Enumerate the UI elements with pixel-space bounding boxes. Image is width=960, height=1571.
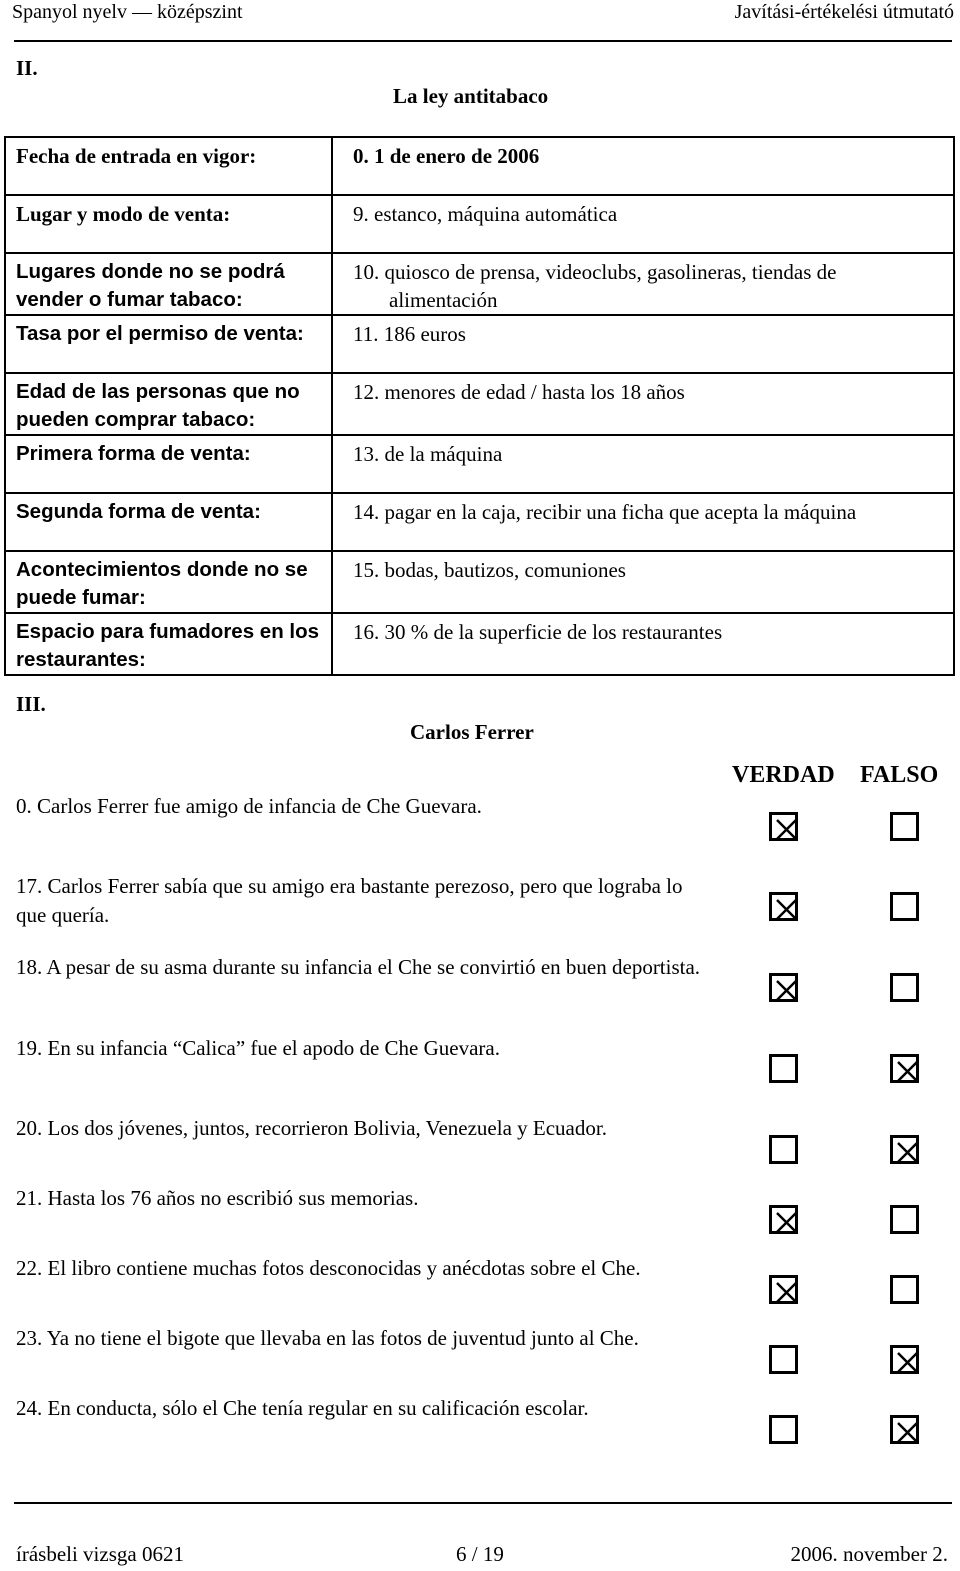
footer-rule <box>14 1502 952 1504</box>
row-label: Lugares donde no se podrá vender o fumar tabaco: <box>5 253 332 315</box>
row-answer <box>332 613 954 675</box>
column-header-false: FALSO <box>860 762 939 788</box>
row-label: Segunda forma de venta: <box>5 493 332 551</box>
false-checkbox[interactable] <box>890 812 919 841</box>
table-row <box>5 435 954 493</box>
row-answer <box>332 195 954 253</box>
true-checkbox-checked[interactable] <box>769 973 798 1002</box>
footer-date: 2006. november 2. <box>790 1542 948 1566</box>
statement: 24. En conducta, sólo el Che tenía regular en su calificación escolar. <box>16 1396 589 1420</box>
true-checkbox[interactable] <box>769 1415 798 1444</box>
answer-example: 0. 1 de enero de 2006 <box>353 144 540 168</box>
row-label: Espacio para fumadores en los restaurantes: <box>5 613 332 675</box>
section-number: III. <box>16 692 46 716</box>
row-label: Fecha de entrada en vigor: <box>5 137 332 195</box>
statement: 20. Los dos jóvenes, juntos, recorrieron Bolivia, Venezuela y Ecuador. <box>16 1116 607 1140</box>
true-checkbox[interactable] <box>769 1054 798 1083</box>
footer-exam-code: írásbeli vizsga 0621 <box>16 1542 184 1566</box>
answer-text: 11. 186 euros <box>353 322 466 346</box>
row-answer <box>332 373 954 435</box>
header-subject: Spanyol nyelv — középszint <box>12 1 243 23</box>
header-guide-title: Javítási-értékelési útmutató <box>734 1 954 23</box>
header-rule <box>14 40 952 42</box>
table-row <box>5 551 954 613</box>
answer-text: 10. quiosco de prensa, videoclubs, gasolineras, tiendas de alimentación <box>353 260 837 312</box>
section-title: La ley antitabaco <box>393 84 549 108</box>
row-answer <box>332 137 954 195</box>
table-row <box>5 315 954 373</box>
statement: 18. A pesar de su asma durante su infancia el Che se convirtió en buen deportista. <box>16 955 701 979</box>
law-table <box>4 136 955 676</box>
false-checkbox-checked[interactable] <box>890 1415 919 1444</box>
table-row <box>5 493 954 551</box>
answer-text: 14. pagar en la caja, recibir una ficha que acepta la máquina <box>353 500 857 524</box>
table-row <box>5 253 954 315</box>
section-number: II. <box>16 56 38 80</box>
table-row <box>5 613 954 675</box>
table-row <box>5 195 954 253</box>
false-checkbox-checked[interactable] <box>890 1345 919 1374</box>
row-answer <box>332 315 954 373</box>
statement: 23. Ya no tiene el bigote que llevaba en las fotos de juventud junto al Che. <box>16 1326 639 1350</box>
row-label: Edad de las personas que no pueden comprar tabaco: <box>5 373 332 435</box>
false-checkbox-checked[interactable] <box>890 1135 919 1164</box>
statement: 21. Hasta los 76 años no escribió sus memorias. <box>16 1186 419 1210</box>
row-label: Acontecimientos donde no se puede fumar: <box>5 551 332 613</box>
true-checkbox-checked[interactable] <box>769 892 798 921</box>
row-label: Lugar y modo de venta: <box>5 195 332 253</box>
row-answer <box>332 435 954 493</box>
true-checkbox-checked[interactable] <box>769 812 798 841</box>
row-answer <box>332 253 954 315</box>
section-title: Carlos Ferrer <box>410 720 534 744</box>
true-checkbox[interactable] <box>769 1345 798 1374</box>
statement: 0. Carlos Ferrer fue amigo de infancia de Che Guevara. <box>16 794 482 818</box>
statement: 19. En su infancia “Calica” fue el apodo de Che Guevara. <box>16 1036 500 1060</box>
false-checkbox-checked[interactable] <box>890 1054 919 1083</box>
answer-text: 9. estanco, máquina automática <box>353 202 618 226</box>
false-checkbox[interactable] <box>890 1205 919 1234</box>
statement: 22. El libro contiene muchas fotos desconocidas y anécdotas sobre el Che. <box>16 1256 641 1280</box>
true-checkbox[interactable] <box>769 1135 798 1164</box>
row-label: Primera forma de venta: <box>5 435 332 493</box>
answer-text: 15. bodas, bautizos, comuniones <box>353 558 626 582</box>
false-checkbox[interactable] <box>890 973 919 1002</box>
row-label: Tasa por el permiso de venta: <box>5 315 332 373</box>
table-row <box>5 373 954 435</box>
answer-text: 13. de la máquina <box>353 442 503 466</box>
true-checkbox-checked[interactable] <box>769 1205 798 1234</box>
footer-page-number: 6 / 19 <box>456 1542 504 1566</box>
table-row <box>5 137 954 195</box>
answer-text: 12. menores de edad / hasta los 18 años <box>353 380 685 404</box>
column-header-true: VERDAD <box>732 762 835 788</box>
answer-text: 16. 30 % de la superficie de los restaurantes <box>353 620 723 644</box>
true-checkbox-checked[interactable] <box>769 1275 798 1304</box>
row-answer <box>332 551 954 613</box>
row-answer <box>332 493 954 551</box>
statement: 17. Carlos Ferrer sabía que su amigo era bastante perezoso, pero que lograba lo que quería. <box>16 874 683 927</box>
false-checkbox[interactable] <box>890 892 919 921</box>
false-checkbox[interactable] <box>890 1275 919 1304</box>
